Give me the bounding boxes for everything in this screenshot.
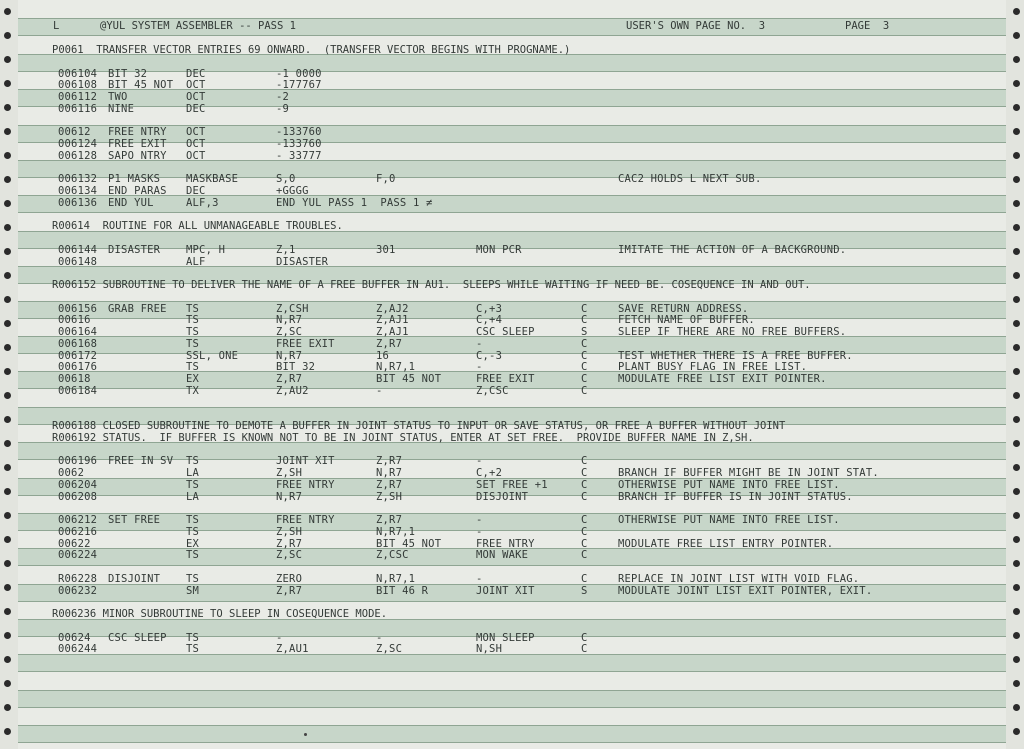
listing-line: [18, 491, 1006, 503]
cell-address: Z,R7: [376, 337, 403, 350]
cell-location: 006204: [58, 478, 98, 491]
listing-line: [18, 103, 1006, 115]
tractor-hole: [1013, 416, 1020, 423]
tractor-hole: [1013, 608, 1020, 615]
tractor-hole: [1013, 560, 1020, 567]
cell-comment: FETCH NAME OF BUFFER.: [618, 314, 755, 327]
section-heading: R006236 MINOR SUBROUTINE TO SLEEP IN COSEQUENCE MODE.: [52, 608, 388, 620]
cell-opcode: OCT: [186, 91, 206, 103]
tractor-hole: [4, 728, 11, 735]
cell-modifier: Z,CSC: [476, 384, 509, 397]
cell-flag: C: [581, 302, 588, 315]
tractor-hole: [1013, 152, 1020, 159]
cell-modifier: SET FREE +1: [476, 478, 548, 491]
tractor-hole: [4, 80, 11, 87]
tractor-hole: [4, 680, 11, 687]
cell-label: FREE IN SV: [108, 455, 174, 468]
listing-line: [18, 538, 1006, 550]
tractor-hole: [4, 104, 11, 111]
cell-location: 006116: [58, 102, 98, 115]
cell-opcode: TS: [186, 572, 200, 585]
cell-address: Z,AJ1: [376, 314, 409, 327]
cell-location: 006108: [58, 79, 98, 92]
cell-opcode: MASKBASE: [186, 173, 239, 186]
cell-label: DISASTER: [108, 243, 161, 256]
cell-opcode: LA: [186, 467, 200, 479]
cell-operand: Z,SC: [276, 549, 303, 562]
cell-operand: -2: [276, 91, 290, 103]
tractor-hole: [1013, 320, 1020, 327]
cell-operand: Z,SH: [276, 467, 303, 479]
cell-label: BIT 32: [108, 67, 148, 80]
cell-operand: ZERO: [276, 572, 303, 585]
cell-location: 00612: [58, 126, 91, 139]
cell-opcode: TS: [186, 525, 200, 538]
cell-opcode: TS: [186, 455, 200, 468]
cell-opcode: TS: [186, 337, 200, 350]
cell-flag: S: [581, 326, 588, 338]
cell-opcode: TS: [186, 314, 200, 327]
tractor-hole: [4, 368, 11, 375]
tractor-hole: [4, 392, 11, 399]
cell-address: Z,CSC: [376, 549, 409, 562]
cell-location: 00616: [58, 314, 91, 327]
cell-flag: C: [581, 514, 588, 526]
tractor-hole: [4, 176, 11, 183]
tractor-hole: [1013, 392, 1020, 399]
tractor-hole: [1013, 80, 1020, 87]
listing-line: [18, 197, 1006, 209]
printout-page: [18, 0, 1006, 749]
tractor-hole: [4, 344, 11, 351]
cell-opcode: OCT: [186, 126, 206, 139]
cell-modifier: -: [476, 525, 483, 538]
listing-line: [18, 244, 1006, 256]
cell-address: Z,R7: [376, 455, 403, 468]
tractor-hole: [1013, 464, 1020, 471]
cell-operand: S,0: [276, 173, 296, 186]
cell-address: N,R7,1: [376, 361, 416, 374]
tractor-hole: [1013, 632, 1020, 639]
listing-line: [18, 138, 1006, 150]
cell-opcode: MPC, H: [186, 243, 226, 256]
cell-comment: OTHERWISE PUT NAME INTO FREE LIST.: [618, 478, 840, 491]
tractor-hole: [4, 416, 11, 423]
tractor-hole: [1013, 680, 1020, 687]
cell-location: 006224: [58, 549, 98, 562]
cell-comment: CAC2 HOLDS L NEXT SUB.: [618, 173, 762, 186]
cell-opcode: DEC: [186, 102, 206, 115]
cell-location: 006134: [58, 185, 98, 197]
tractor-hole: [4, 464, 11, 471]
listing-line: [18, 350, 1006, 362]
cell-operand: JOINT XIT: [276, 455, 335, 468]
cell-opcode: LA: [186, 490, 200, 503]
cell-modifier: FREE NTRY: [476, 537, 535, 550]
listing-line: [18, 326, 1006, 338]
cell-comment: IMITATE THE ACTION OF A BACKGROUND.: [618, 243, 847, 256]
cell-location: 006244: [58, 643, 98, 656]
tractor-hole: [4, 128, 11, 135]
cell-location: R06228: [58, 572, 98, 585]
section-heading: R00614 ROUTINE FOR ALL UNMANAGEABLE TROUBLES.: [52, 220, 343, 233]
tractor-hole: [1013, 8, 1020, 15]
header-flag: L: [53, 20, 60, 32]
cell-modifier: C,+2: [476, 467, 503, 479]
tractor-hole: [1013, 704, 1020, 711]
tractor-hole: [4, 296, 11, 303]
listing-line: [18, 643, 1006, 655]
ink-mark: [304, 733, 307, 736]
cell-location: 006232: [58, 584, 98, 597]
cell-address: -: [376, 384, 383, 397]
cell-opcode: TS: [186, 478, 200, 491]
tractor-hole: [1013, 248, 1020, 255]
cell-flag: C: [581, 373, 588, 385]
cell-location: 006164: [58, 326, 98, 338]
listing-line: [18, 632, 1006, 644]
greenbar-band: [18, 725, 1006, 743]
tractor-hole: [1013, 656, 1020, 663]
cell-operand: N,R7: [276, 349, 303, 362]
cell-operand: -1 0000: [276, 67, 322, 80]
tractor-hole: [1013, 296, 1020, 303]
header-title: @YUL SYSTEM ASSEMBLER -- PASS 1: [100, 20, 296, 32]
listing-line: [18, 314, 1006, 326]
cell-opcode: TS: [186, 514, 200, 526]
cell-address: BIT 46 R: [376, 584, 429, 597]
cell-opcode: SSL, ONE: [186, 349, 239, 362]
cell-label: END PARAS: [108, 185, 167, 197]
tractor-hole: [1013, 368, 1020, 375]
cell-address: F,0: [376, 173, 396, 186]
tractor-hole: [1013, 176, 1020, 183]
listing-line: [18, 549, 1006, 561]
cell-modifier: C,-3: [476, 349, 503, 362]
tractor-hole: [4, 32, 11, 39]
listing-line: [18, 185, 1006, 197]
cell-label: FREE EXIT: [108, 138, 167, 150]
tractor-hole: [1013, 512, 1020, 519]
cell-location: 006156: [58, 302, 98, 315]
cell-flag: C: [581, 467, 588, 479]
listing-line: [18, 91, 1006, 103]
cell-location: 006168: [58, 337, 98, 350]
cell-location: 00622: [58, 537, 91, 550]
cell-flag: C: [581, 525, 588, 538]
listing-line: [18, 79, 1006, 91]
cell-address: 301: [376, 243, 396, 256]
cell-comment: REPLACE IN JOINT LIST WITH VOID FLAG.: [618, 572, 860, 585]
cell-flag: C: [581, 478, 588, 491]
cell-opcode: TS: [186, 549, 200, 562]
cell-address: N,R7,1: [376, 572, 416, 585]
cell-address: BIT 45 NOT: [376, 537, 442, 550]
tractor-hole: [1013, 440, 1020, 447]
cell-modifier: -: [476, 337, 483, 350]
cell-flag: C: [581, 349, 588, 362]
cell-location: 006104: [58, 67, 98, 80]
cell-location: 006196: [58, 455, 98, 468]
cell-comment: MODULATE FREE LIST ENTRY POINTER.: [618, 537, 834, 550]
tractor-hole: [1013, 488, 1020, 495]
greenbar-band: [18, 690, 1006, 708]
cell-opcode: TS: [186, 643, 200, 656]
cell-modifier: -: [476, 514, 483, 526]
tractor-hole: [4, 560, 11, 567]
cell-modifier: MON WAKE: [476, 549, 529, 562]
cell-location: 006212: [58, 514, 98, 526]
tractor-hole: [4, 200, 11, 207]
cell-comment: BRANCH IF BUFFER IS IN JOINT STATUS.: [618, 490, 853, 503]
cell-label: SAPO NTRY: [108, 149, 167, 162]
listing-line: [18, 526, 1006, 538]
cell-flag: C: [581, 549, 588, 562]
tractor-hole: [4, 248, 11, 255]
cell-location: 006216: [58, 525, 98, 538]
cell-address: N,R7: [376, 467, 403, 479]
cell-opcode: OCT: [186, 138, 206, 150]
cell-opcode: TX: [186, 384, 200, 397]
cell-flag: C: [581, 643, 588, 656]
tractor-hole: [4, 8, 11, 15]
cell-location: 006184: [58, 384, 98, 397]
cell-address: Z,SH: [376, 490, 403, 503]
tractor-hole: [1013, 536, 1020, 543]
cell-flag: C: [581, 455, 588, 468]
cell-label: NINE: [108, 102, 135, 115]
listing-line: [18, 585, 1006, 597]
cell-comment: MODULATE FREE LIST EXIT POINTER.: [618, 373, 827, 385]
cell-operand: Z,AU2: [276, 384, 309, 397]
cell-address: BIT 45 NOT: [376, 373, 442, 385]
cell-opcode: EX: [186, 537, 200, 550]
cell-opcode: ALF: [186, 255, 206, 268]
cell-opcode: DEC: [186, 67, 206, 80]
page-number: PAGE 3: [845, 20, 890, 32]
cell-modifier: C,+3: [476, 302, 503, 315]
cell-location: 006148: [58, 255, 98, 268]
tractor-hole: [1013, 272, 1020, 279]
cell-operand: N,R7: [276, 490, 303, 503]
cell-flag: C: [581, 314, 588, 327]
cell-location: 00624: [58, 631, 91, 644]
cell-operand: Z,AU1: [276, 643, 309, 656]
cell-modifier: FREE EXIT: [476, 373, 535, 385]
listing-line: [18, 68, 1006, 80]
listing-line: [18, 373, 1006, 385]
cell-comment: TEST WHETHER THERE IS A FREE BUFFER.: [618, 349, 853, 362]
listing-line: [18, 467, 1006, 479]
cell-opcode: EX: [186, 373, 200, 385]
cell-flag: C: [581, 631, 588, 644]
cell-operand: N,R7: [276, 314, 303, 327]
cell-operand: BIT 32: [276, 361, 316, 374]
cell-comment: SLEEP IF THERE ARE NO FREE BUFFERS.: [618, 326, 847, 338]
listing-line: [18, 126, 1006, 138]
cell-location: 006124: [58, 138, 98, 150]
cell-flag: C: [581, 490, 588, 503]
section-heading: R006188 CLOSED SUBROUTINE TO DEMOTE A BUFFER IN JOINT STATUS TO INPUT OR SAVE STATUS, OR FREE A BUFFER WITHOUT JOINT: [52, 420, 786, 432]
listing-line: [18, 514, 1006, 526]
cell-opcode: OCT: [186, 149, 206, 162]
cell-opcode: OCT: [186, 79, 206, 92]
tractor-hole: [1013, 200, 1020, 207]
cell-location: 0062: [58, 467, 85, 479]
listing-line: [18, 455, 1006, 467]
cell-modifier: C,+4: [476, 314, 503, 327]
section-heading: R006152 SUBROUTINE TO DELIVER THE NAME OF A FREE BUFFER IN AU1. SLEEPS WHILE WAITING IF NEED BE. COSEQUENCE IN AND OUT.: [52, 279, 811, 291]
tractor-hole: [4, 704, 11, 711]
tractor-hole: [1013, 224, 1020, 231]
cell-opcode: DEC: [186, 185, 206, 197]
cell-address: -: [376, 631, 383, 644]
cell-operand: Z,1: [276, 243, 296, 256]
cell-location: 006176: [58, 361, 98, 374]
cell-address: Z,R7: [376, 478, 403, 491]
cell-opcode: TS: [186, 631, 200, 644]
cell-label: BIT 45 NOT: [108, 79, 174, 92]
tractor-hole: [4, 488, 11, 495]
cell-operand: Z,R7: [276, 537, 303, 550]
cell-comment: BRANCH IF BUFFER MIGHT BE IN JOINT STAT.: [618, 467, 879, 479]
cell-flag: C: [581, 361, 588, 374]
cell-address: N,R7,1: [376, 525, 416, 538]
cell-address: Z,AJ1: [376, 326, 409, 338]
cell-location: 006128: [58, 149, 98, 162]
listing-line: [18, 479, 1006, 491]
cell-location: 006112: [58, 91, 98, 103]
cell-operand: -133760: [276, 138, 322, 150]
tractor-hole: [4, 608, 11, 615]
tractor-hole: [4, 656, 11, 663]
tractor-hole: [1013, 728, 1020, 735]
listing-line: [18, 361, 1006, 373]
cell-modifier: JOINT XIT: [476, 584, 535, 597]
section-heading: P0061 TRANSFER VECTOR ENTRIES 69 ONWARD. (TRANSFER VECTOR BEGINS WITH PROGNAME.): [52, 44, 571, 56]
cell-modifier: -: [476, 572, 483, 585]
cell-comment: MODULATE JOINT LIST EXIT POINTER, EXIT.: [618, 584, 873, 597]
cell-flag: S: [581, 584, 588, 597]
listing-line: [18, 303, 1006, 315]
cell-label: DISJOINT: [108, 572, 161, 585]
cell-operand: - 33777: [276, 149, 322, 162]
cell-operand: Z,R7: [276, 373, 303, 385]
tractor-hole: [1013, 584, 1020, 591]
cell-modifier: MON SLEEP: [476, 631, 535, 644]
tractor-hole: [4, 152, 11, 159]
cell-modifier: -: [476, 361, 483, 374]
cell-address: Z,AJ2: [376, 302, 409, 315]
cell-location: 006172: [58, 349, 98, 362]
tractor-hole: [1013, 104, 1020, 111]
greenbar-band: [18, 654, 1006, 672]
cell-operand: -133760: [276, 126, 322, 139]
cell-label: TWO: [108, 91, 128, 103]
cell-modifier: N,SH: [476, 643, 503, 656]
listing-line: [18, 573, 1006, 585]
cell-label: CSC SLEEP: [108, 631, 167, 644]
cell-flag: C: [581, 384, 588, 397]
cell-modifier: CSC SLEEP: [476, 326, 535, 338]
tractor-hole: [4, 632, 11, 639]
tractor-hole: [4, 320, 11, 327]
cell-opcode: ALF,3: [186, 196, 219, 209]
cell-label: P1 MASKS: [108, 173, 161, 186]
cell-opcode: TS: [186, 302, 200, 315]
tractor-hole: [4, 536, 11, 543]
cell-operand: FREE NTRY: [276, 514, 335, 526]
cell-operand: Z,R7: [276, 584, 303, 597]
cell-flag: C: [581, 537, 588, 550]
listing-line: [18, 385, 1006, 397]
tractor-hole: [1013, 32, 1020, 39]
cell-opcode: SM: [186, 584, 200, 597]
section-heading: R006192 STATUS. IF BUFFER IS KNOWN NOT TO BE IN JOINT STATUS, ENTER AT SET FREE. PROVIDE BUFFER NAME IN Z,SH.: [52, 431, 754, 444]
cell-label: GRAB FREE: [108, 302, 167, 315]
cell-operand: Z,CSH: [276, 302, 309, 315]
tractor-hole: [4, 224, 11, 231]
cell-label: SET FREE: [108, 514, 161, 526]
cell-label: END YUL: [108, 196, 154, 209]
tractor-hole: [4, 512, 11, 519]
cell-comment: PLANT BUSY FLAG IN FREE LIST.: [618, 361, 808, 374]
cell-label: FREE NTRY: [108, 126, 167, 139]
cell-comment: OTHERWISE PUT NAME INTO FREE LIST.: [618, 514, 840, 526]
cell-operand: +GGGG: [276, 185, 309, 197]
cell-flag: C: [581, 572, 588, 585]
cell-flag: C: [581, 337, 588, 350]
tractor-hole: [1013, 128, 1020, 135]
cell-opcode: TS: [186, 326, 200, 338]
listing-line: [18, 150, 1006, 162]
cell-modifier: DISJOINT: [476, 490, 529, 503]
cell-address: Z,SC: [376, 643, 403, 656]
cell-location: 00618: [58, 373, 91, 385]
cell-operand: Z,SH: [276, 525, 303, 538]
tractor-hole: [4, 584, 11, 591]
cell-address: Z,R7: [376, 514, 403, 526]
cell-modifier: -: [476, 455, 483, 468]
tractor-hole: [4, 440, 11, 447]
cell-operand: -: [276, 631, 283, 644]
cell-location: 006144: [58, 243, 98, 256]
tractor-hole: [4, 56, 11, 63]
cell-address: 16: [376, 349, 390, 362]
user-page-number: USER'S OWN PAGE NO. 3: [626, 20, 766, 32]
cell-comment: SAVE RETURN ADDRESS.: [618, 302, 749, 315]
cell-modifier: MON PCR: [476, 243, 522, 256]
cell-operand: FREE EXIT: [276, 337, 335, 350]
tractor-hole: [4, 272, 11, 279]
cell-location: 006136: [58, 196, 98, 209]
cell-opcode: TS: [186, 361, 200, 374]
cell-operand: -9: [276, 102, 290, 115]
cell-operand: FREE NTRY: [276, 478, 335, 491]
cell-location: 006208: [58, 490, 98, 503]
tractor-hole: [1013, 344, 1020, 351]
listing-line: [18, 173, 1006, 185]
cell-operand: -177767: [276, 79, 322, 92]
tractor-hole: [1013, 56, 1020, 63]
cell-location: 006132: [58, 173, 98, 186]
cell-operand: END YUL PASS 1 PASS 1 ≠: [276, 196, 433, 209]
listing-line: [18, 338, 1006, 350]
cell-operand: DISASTER: [276, 255, 329, 268]
listing-line: [18, 256, 1006, 268]
cell-operand: Z,SC: [276, 326, 303, 338]
